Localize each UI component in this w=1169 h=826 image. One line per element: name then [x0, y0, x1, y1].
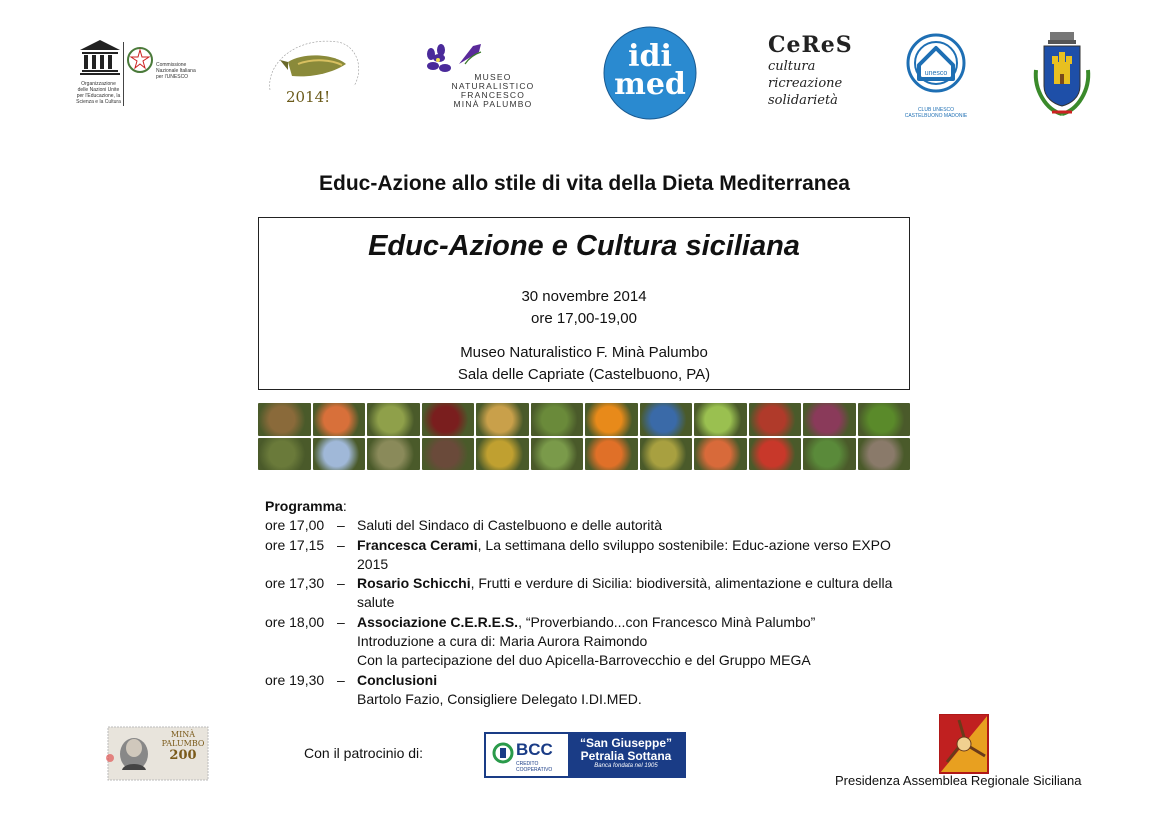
club-label-line-1: CLUB UNESCO: [917, 107, 955, 113]
club-inner-text: unesco: [924, 70, 948, 77]
bcc-sub: CREDITO COOPERATIVO: [516, 761, 553, 773]
program-description: , La settimana dello sviluppo sostenibile: Educ-azione verso EXPO: [477, 536, 891, 553]
museo-logo: [425, 40, 540, 110]
stamp-number: 200: [169, 748, 197, 763]
fruit-photo: [640, 438, 693, 471]
fruit-photo: [313, 403, 366, 436]
castle-coat-of-arms-icon: [1030, 30, 1094, 120]
fruit-photo: [803, 438, 856, 471]
idimed-logo: [602, 25, 698, 121]
program-text: [357, 574, 907, 593]
event-venue-2: Sala delle Capriate (Castelbuono, PA): [457, 366, 711, 383]
idimed-line-1: idi: [628, 39, 672, 74]
event-title: Educ-Azione e Cultura siciliana: [368, 230, 800, 262]
program-time: ore 19,30: [265, 671, 325, 688]
unesco-temple-icon: [78, 38, 122, 78]
museo-line-3: FRANCESCO: [460, 90, 526, 100]
program-text: [357, 671, 907, 690]
program-text: [357, 536, 907, 555]
fruit-photo-strip: [258, 403, 910, 470]
logo-row: [0, 0, 1169, 140]
stamp-line-2: PALUMBO: [161, 739, 205, 748]
fruit-photo: [258, 438, 311, 471]
fruit-photo: [694, 438, 747, 471]
program-speaker: Associazione C.E.R.E.S.: [357, 613, 519, 630]
event-subtitle: Educ-Azione allo stile di vita della Dieta Mediterranea: [319, 172, 850, 195]
fruit-photo: [531, 438, 584, 471]
fruit-photo: [640, 403, 693, 436]
settimana-year: 2014!: [286, 88, 331, 106]
program-heading: [265, 497, 925, 516]
fruit-photo: [585, 438, 638, 471]
fruit-photo: [476, 403, 529, 436]
stamp-line-1: MINÀ: [170, 730, 196, 739]
program-dash: –: [337, 613, 345, 630]
unesco-divider: [123, 42, 124, 106]
museo-line-2: NATURALISTICO: [451, 81, 535, 91]
fruit-photo: [694, 403, 747, 436]
program-dash: –: [337, 536, 345, 553]
program-speaker: Rosario Schicchi: [357, 575, 471, 592]
fruit-photo: [749, 438, 802, 471]
bcc-r1: “San Giuseppe”: [579, 736, 673, 750]
event-venue-1: Museo Naturalistico F. Minà Palumbo: [460, 344, 708, 361]
fruit-photo: [422, 438, 475, 471]
fruit-photo: [531, 403, 584, 436]
program-description: Saluti del Sindaco di Castelbuono e delle autorità: [357, 517, 663, 534]
ceres-name: CeReS: [768, 32, 853, 58]
italy-emblem-icon: [126, 44, 154, 78]
unesco-logo: [76, 38, 201, 110]
program-dash: –: [337, 575, 345, 592]
program-speaker: Francesca Cerami: [357, 536, 478, 553]
museo-text: [443, 73, 543, 109]
bcc-r2: Petralia Sottana: [580, 749, 672, 763]
sicily-trinacria-emblem: [939, 714, 989, 774]
fruit-photo: [422, 403, 475, 436]
bcc-logo: [484, 732, 686, 778]
bcc-left: [486, 734, 568, 776]
club-unesco-logo: [903, 33, 969, 118]
fruit-photo: [313, 438, 366, 471]
ceres-line-1: cultura: [768, 59, 816, 74]
program-time: ore 17,00: [265, 517, 325, 534]
settimana-logo: [258, 32, 370, 112]
fruit-photo: [367, 403, 420, 436]
castelbuono-coat-of-arms: [1030, 30, 1094, 120]
program-dash: –: [337, 517, 345, 534]
program-row-1700: [265, 516, 925, 535]
program-text: [357, 613, 907, 632]
program-time: ore 18,00: [265, 613, 325, 630]
bcc-r3: Banca fondata nel 1905: [594, 763, 658, 769]
bcc-mark-icon: [492, 742, 514, 764]
program-description: , Frutti e verdure di Sicilia: biodiversità, alimentazione e cultura della: [470, 575, 893, 592]
club-unesco-label: [899, 107, 973, 119]
ceres-line-2: ricreazione: [768, 76, 843, 91]
fruit-photo: [476, 438, 529, 471]
museo-line-4: MINÀ PALUMBO: [453, 99, 533, 109]
fruit-photo: [803, 403, 856, 436]
program-heading-label: Programma: [265, 498, 343, 514]
fruit-photo: [858, 438, 911, 471]
fruit-photo: [858, 403, 911, 436]
bcc-right: [568, 734, 684, 776]
program-continuation: Bartolo Fazio, Consigliere Delegato I.DI.MED.: [357, 690, 642, 707]
program-continuation: Introduzione a cura di: Maria Aurora Raimondo: [357, 633, 648, 650]
program-dash: –: [337, 671, 345, 688]
program-row-1930: [265, 671, 925, 690]
unesco-commission-text: Commissione Nazionale Italiana per l'UNESCO: [156, 62, 196, 80]
program: [265, 497, 925, 709]
program-time: ore 17,15: [265, 536, 325, 553]
fruit-photo: [585, 403, 638, 436]
program-row-1715: [265, 536, 925, 555]
event-box: [258, 217, 910, 390]
presidenza-label: Presidenza Assemblea Regionale Siciliana: [835, 773, 1082, 788]
ceres-logo: [768, 32, 853, 117]
program-text: [357, 516, 907, 535]
program-row-1730: [265, 574, 925, 593]
museo-line-1: MUSEO: [474, 72, 512, 82]
mina-palumbo-stamp: [104, 726, 209, 781]
program-time: ore 17,30: [265, 575, 325, 592]
ceres-line-3: solidarietà: [768, 93, 838, 108]
program-row-1800: [265, 613, 925, 632]
club-unesco-house-icon: [903, 33, 969, 99]
program-description: , “Proverbiando...con Francesco Minà Palumbo”: [518, 613, 816, 630]
trinacria-icon: [939, 714, 989, 774]
event-time: ore 17,00-19,00: [531, 310, 637, 327]
club-label-line-2: CASTELBUONO MADONIE: [904, 113, 968, 119]
bcc-name: BCC: [516, 740, 553, 759]
fruit-photo: [367, 438, 420, 471]
violet-flower-icon: [425, 40, 495, 76]
fruit-photo: [749, 403, 802, 436]
program-heading-colon: :: [342, 498, 347, 514]
idimed-line-2: med: [614, 67, 686, 102]
event-date: 30 novembre 2014: [521, 288, 647, 305]
program-continuation: Con la partecipazione del duo Apicella-Barrovecchio e del Gruppo MEGA: [357, 652, 811, 669]
program-continuation: salute: [357, 594, 395, 611]
program-speaker: Conclusioni: [357, 671, 438, 688]
idimed-text: [602, 39, 698, 102]
patrocinio-label: Con il patrocinio di:: [304, 745, 424, 761]
program-continuation: 2015: [357, 555, 389, 572]
fruit-photo: [258, 403, 311, 436]
unesco-org-text: Organizzazione delle Nazioni Unite per l'Educazione, la Scienza e la Cultura: [76, 81, 121, 105]
